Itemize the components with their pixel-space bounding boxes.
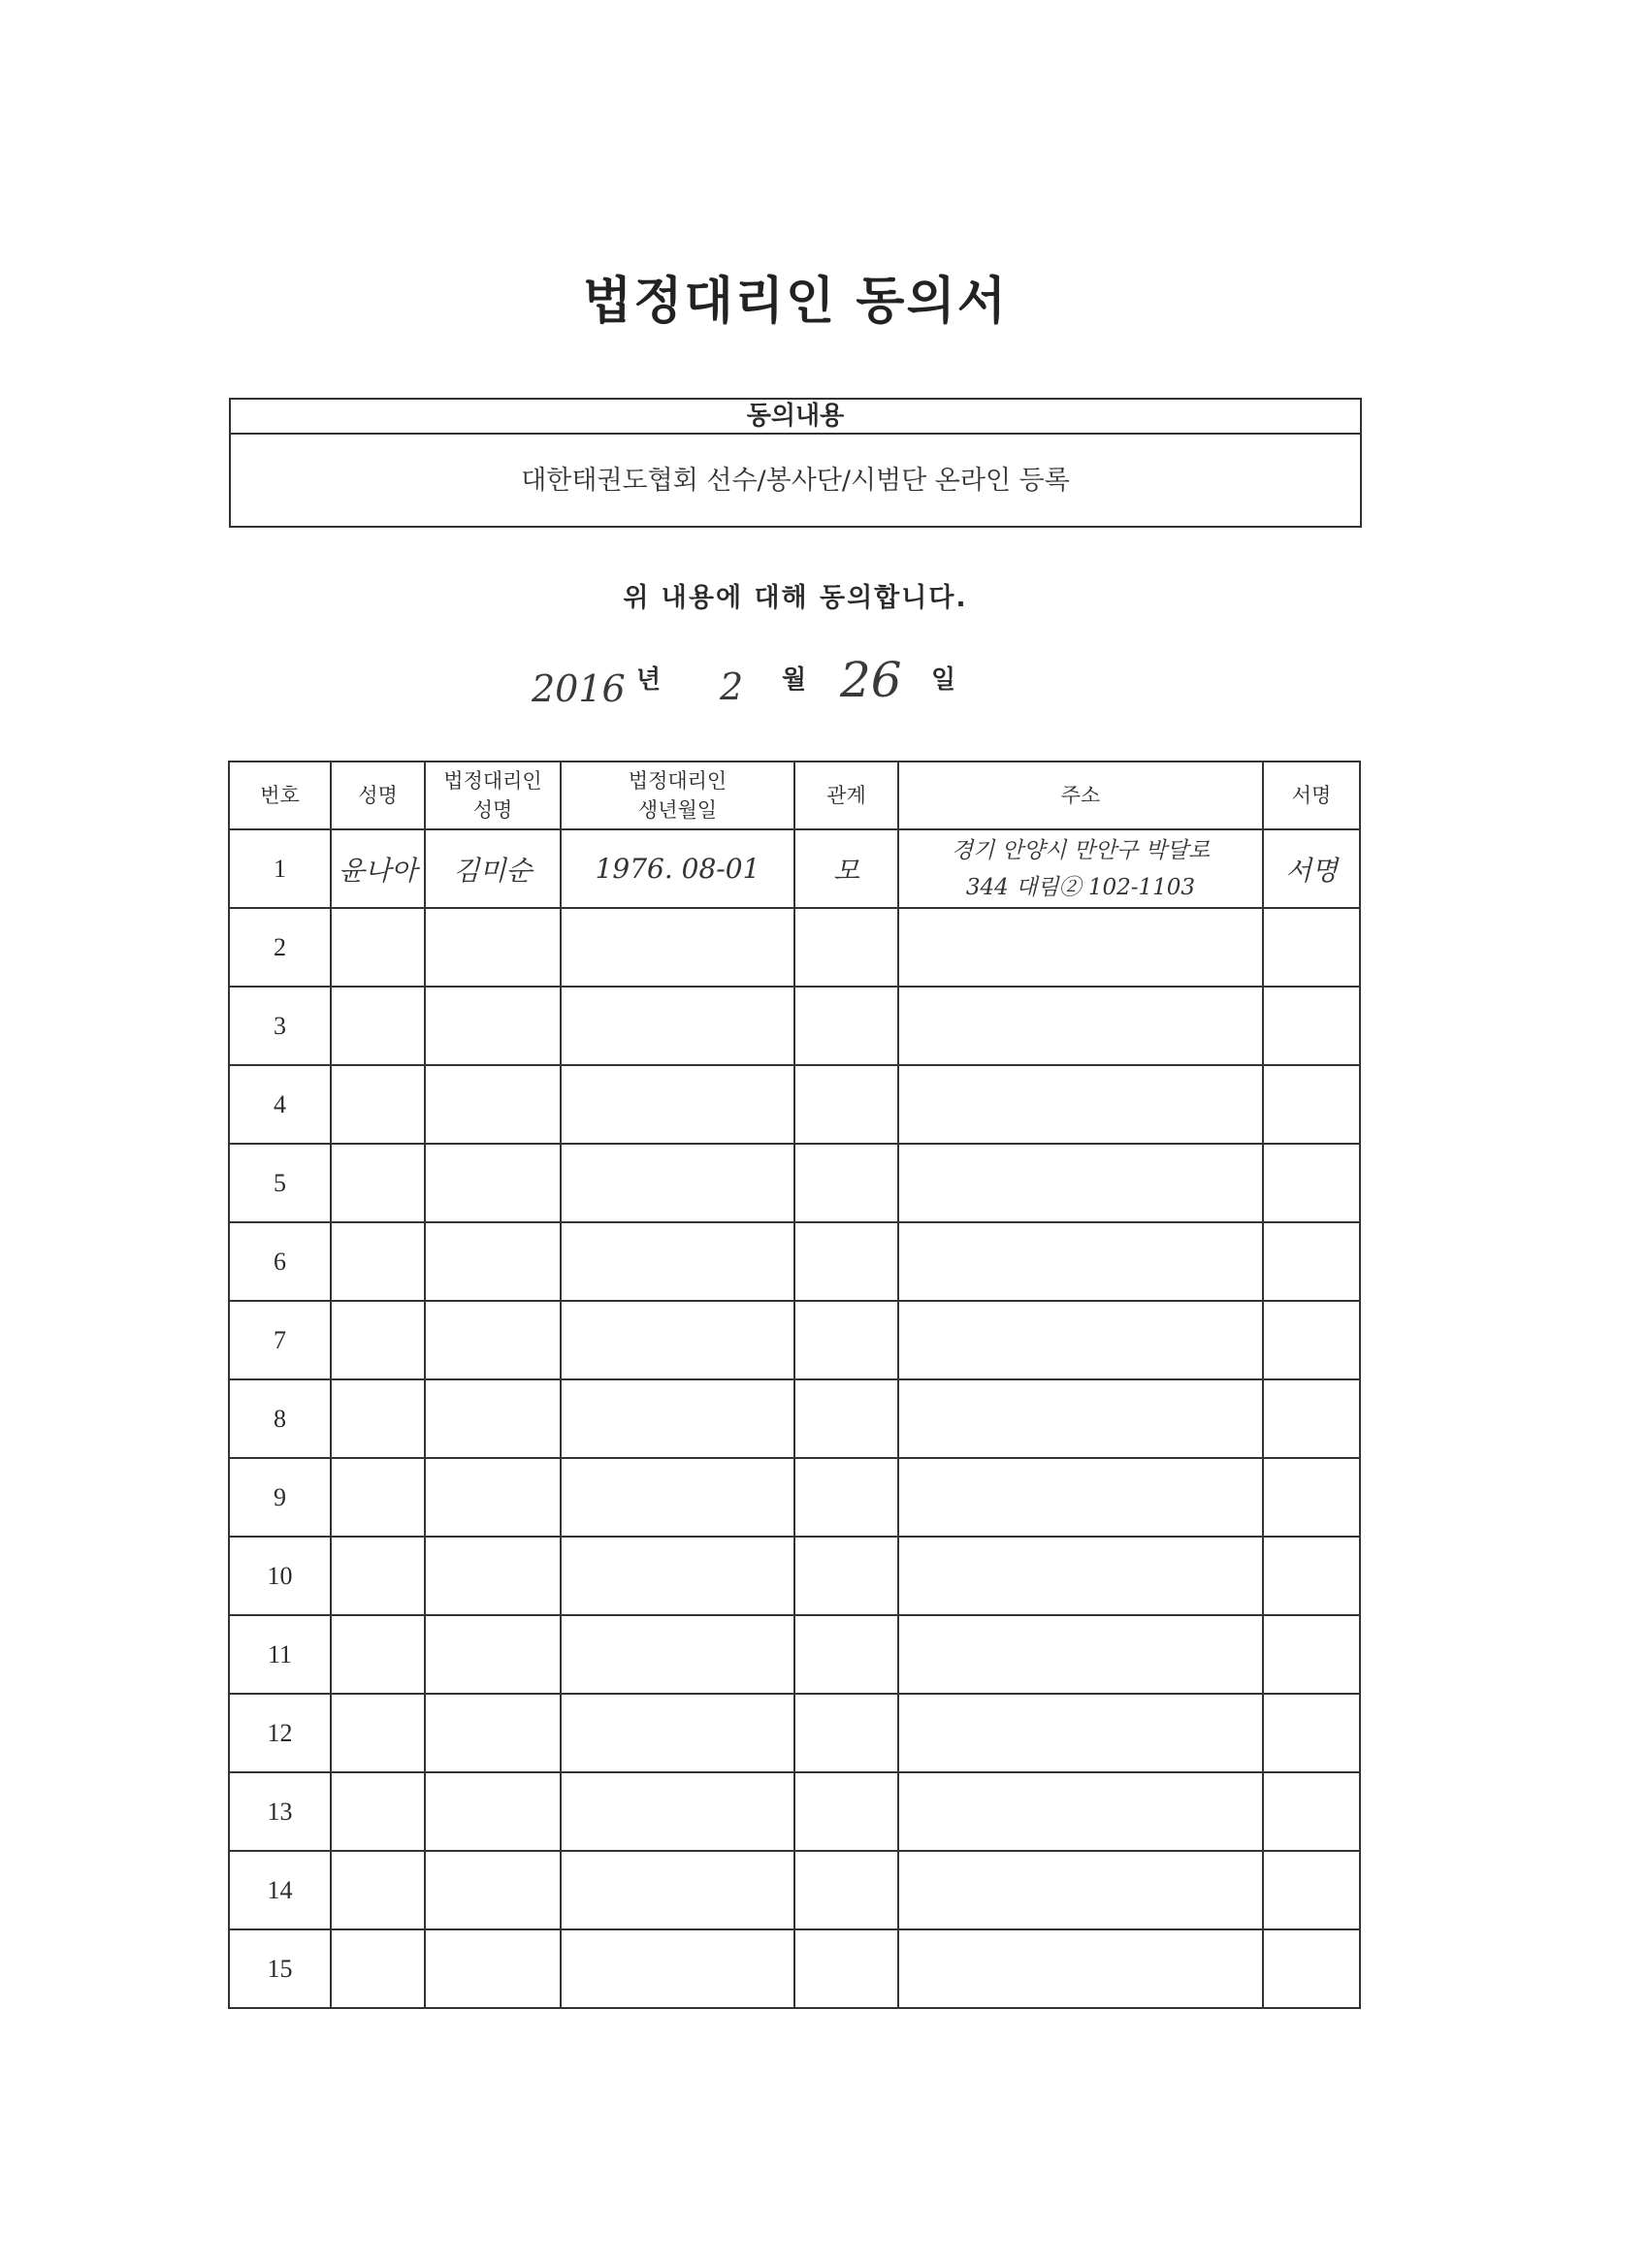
signature-cell[interactable]: [1263, 1379, 1360, 1458]
student-name-cell[interactable]: [331, 1537, 425, 1615]
row-number: 12: [229, 1694, 331, 1772]
month-label: 월: [782, 665, 807, 695]
table-row: [229, 1144, 1360, 1222]
signature-cell[interactable]: [1263, 1851, 1360, 1929]
row-number: 15: [229, 1929, 331, 2008]
row-number: 7: [229, 1301, 331, 1379]
table-row: [229, 1301, 1360, 1379]
student-name-cell[interactable]: [331, 1851, 425, 1929]
student-name-cell[interactable]: 윤나아: [331, 829, 425, 908]
guardian-birth-cell[interactable]: [561, 1694, 794, 1772]
address-cell[interactable]: [898, 1851, 1263, 1929]
guardian-name-cell[interactable]: [425, 1537, 561, 1615]
signature-cell[interactable]: [1263, 1144, 1360, 1222]
agree-statement: 위 내용에 대해 동의합니다.: [623, 583, 968, 613]
address-line-2: 344 대림② 102-1103: [965, 874, 1196, 900]
page-title: 법정대리인 동의서: [583, 273, 1008, 331]
guardian-name-cell[interactable]: [425, 1222, 561, 1301]
header-address: 주소: [898, 761, 1263, 829]
student-name-cell[interactable]: [331, 1065, 425, 1144]
address-cell[interactable]: [898, 1379, 1263, 1458]
address-line-1: 경기 안양시 만안구 박달로: [951, 837, 1211, 863]
guardian-birth-cell[interactable]: [561, 1537, 794, 1615]
guardian-name-cell[interactable]: 김미순: [425, 829, 561, 908]
relation-cell[interactable]: [794, 1379, 898, 1458]
guardian-name-cell[interactable]: [425, 1379, 561, 1458]
guardian-birth-cell[interactable]: [561, 1929, 794, 2008]
address-cell[interactable]: [898, 987, 1263, 1065]
relation-cell[interactable]: [794, 1537, 898, 1615]
table-row: [229, 1065, 1360, 1144]
day-label: 일: [931, 665, 956, 695]
address-cell[interactable]: [898, 829, 1263, 908]
signature-cell[interactable]: [1263, 1694, 1360, 1772]
guardian-name-cell[interactable]: [425, 987, 561, 1065]
signature-cell[interactable]: [1263, 1458, 1360, 1537]
address-cell[interactable]: [898, 1615, 1263, 1694]
table-row: [229, 1379, 1360, 1458]
student-name-cell[interactable]: [331, 1379, 425, 1458]
student-name-cell[interactable]: [331, 987, 425, 1065]
consent-header: 동의내용: [231, 400, 1360, 435]
signature-cell[interactable]: [1263, 1301, 1360, 1379]
table-row: [229, 987, 1360, 1065]
table-header-row: [229, 761, 1360, 829]
year-handwritten[interactable]: 2016: [532, 667, 626, 710]
relation-cell[interactable]: [794, 1772, 898, 1851]
registration-table: [228, 761, 1361, 2009]
address-cell[interactable]: [898, 1222, 1263, 1301]
student-name-cell[interactable]: [331, 1301, 425, 1379]
signature-cell[interactable]: [1263, 1222, 1360, 1301]
guardian-name-cell[interactable]: [425, 1929, 561, 2008]
guardian-birth-cell[interactable]: 1976. 08-01: [561, 829, 794, 908]
guardian-name-cell[interactable]: [425, 1065, 561, 1144]
guardian-name-cell[interactable]: [425, 1615, 561, 1694]
row-number: 2: [229, 908, 331, 987]
guardian-birth-cell[interactable]: [561, 1144, 794, 1222]
guardian-name-cell[interactable]: [425, 908, 561, 987]
relation-cell[interactable]: 모: [794, 829, 898, 908]
signature-cell[interactable]: [1263, 1615, 1360, 1694]
header-guardian-name: 법정대리인 성명: [425, 761, 561, 829]
guardian-birth-cell[interactable]: [561, 1222, 794, 1301]
guardian-birth-cell[interactable]: [561, 1772, 794, 1851]
header-signature: 서명: [1263, 761, 1360, 829]
guardian-birth-cell[interactable]: [561, 1615, 794, 1694]
address-cell[interactable]: [898, 1065, 1263, 1144]
guardian-name-cell[interactable]: [425, 1851, 561, 1929]
guardian-name-cell[interactable]: [425, 1301, 561, 1379]
row-number: 1: [229, 829, 331, 908]
relation-cell[interactable]: [794, 1929, 898, 2008]
address-cell[interactable]: [898, 1929, 1263, 2008]
student-name-cell[interactable]: [331, 1772, 425, 1851]
relation-cell[interactable]: [794, 908, 898, 987]
guardian-name-cell[interactable]: [425, 1772, 561, 1851]
guardian-birth-cell[interactable]: [561, 1851, 794, 1929]
header-name: 성명: [331, 761, 425, 829]
address-cell[interactable]: [898, 1458, 1263, 1537]
relation-cell[interactable]: [794, 987, 898, 1065]
header-relation: 관계: [794, 761, 898, 829]
relation-cell[interactable]: [794, 1694, 898, 1772]
signature-cell[interactable]: [1263, 1929, 1360, 2008]
row-number: 9: [229, 1458, 331, 1537]
table-row: [229, 1222, 1360, 1301]
student-name-cell[interactable]: [331, 1222, 425, 1301]
row-number: 5: [229, 1144, 331, 1222]
table-row: [229, 1458, 1360, 1537]
student-name-cell[interactable]: [331, 1615, 425, 1694]
guardian-birth-cell[interactable]: [561, 1458, 794, 1537]
row-number: 4: [229, 1065, 331, 1144]
relation-cell[interactable]: [794, 1144, 898, 1222]
year-label: 년: [636, 665, 662, 695]
address-cell[interactable]: [898, 1694, 1263, 1772]
guardian-name-cell[interactable]: [425, 1144, 561, 1222]
relation-cell[interactable]: [794, 1615, 898, 1694]
student-name-cell[interactable]: [331, 1694, 425, 1772]
address-cell[interactable]: [898, 1301, 1263, 1379]
table-row: [229, 1694, 1360, 1772]
relation-cell[interactable]: [794, 1458, 898, 1537]
student-name-cell[interactable]: [331, 908, 425, 987]
address-cell[interactable]: [898, 1537, 1263, 1615]
row-number: 14: [229, 1851, 331, 1929]
guardian-birth-cell[interactable]: [561, 908, 794, 987]
day-handwritten[interactable]: 26: [840, 652, 902, 708]
row-number: 3: [229, 987, 331, 1065]
guardian-name-cell[interactable]: [425, 1458, 561, 1537]
table-row: [229, 1772, 1360, 1851]
row-number: 8: [229, 1379, 331, 1458]
address-cell[interactable]: [898, 1144, 1263, 1222]
signature-cell[interactable]: [1263, 987, 1360, 1065]
student-name-cell[interactable]: [331, 1458, 425, 1537]
signature-cell[interactable]: [1263, 908, 1360, 987]
table-row: [229, 908, 1360, 987]
signature-cell[interactable]: [1263, 1772, 1360, 1851]
row-number: 6: [229, 1222, 331, 1301]
student-name-cell[interactable]: [331, 1929, 425, 2008]
relation-cell[interactable]: [794, 1222, 898, 1301]
guardian-name-cell[interactable]: [425, 1694, 561, 1772]
guardian-birth-cell[interactable]: [561, 987, 794, 1065]
table-row: [229, 1537, 1360, 1615]
guardian-birth-cell[interactable]: [561, 1065, 794, 1144]
row-number: 10: [229, 1537, 331, 1615]
row-number: 11: [229, 1615, 331, 1694]
signature-cell[interactable]: [1263, 1065, 1360, 1144]
consent-box: [229, 398, 1362, 528]
relation-cell[interactable]: [794, 1851, 898, 1929]
table-row: [229, 1615, 1360, 1694]
table-row: [229, 1929, 1360, 2008]
address-cell[interactable]: [898, 908, 1263, 987]
guardian-birth-cell[interactable]: [561, 1379, 794, 1458]
relation-cell[interactable]: [794, 1065, 898, 1144]
row-number: 13: [229, 1772, 331, 1851]
student-name-cell[interactable]: [331, 1144, 425, 1222]
guardian-birth-cell[interactable]: [561, 1301, 794, 1379]
month-handwritten[interactable]: 2: [720, 665, 744, 708]
header-number: 번호: [229, 761, 331, 829]
table-row: [229, 1851, 1360, 1929]
signature-cell[interactable]: [1263, 1537, 1360, 1615]
consent-body: 대한태권도협회 선수/봉사단/시범단 온라인 등록: [521, 466, 1070, 496]
table-row: [229, 829, 1360, 908]
relation-cell[interactable]: [794, 1301, 898, 1379]
signature-cell[interactable]: 서명: [1263, 829, 1360, 908]
header-guardian-birth: 법정대리인 생년월일: [561, 761, 794, 829]
address-cell[interactable]: [898, 1772, 1263, 1851]
